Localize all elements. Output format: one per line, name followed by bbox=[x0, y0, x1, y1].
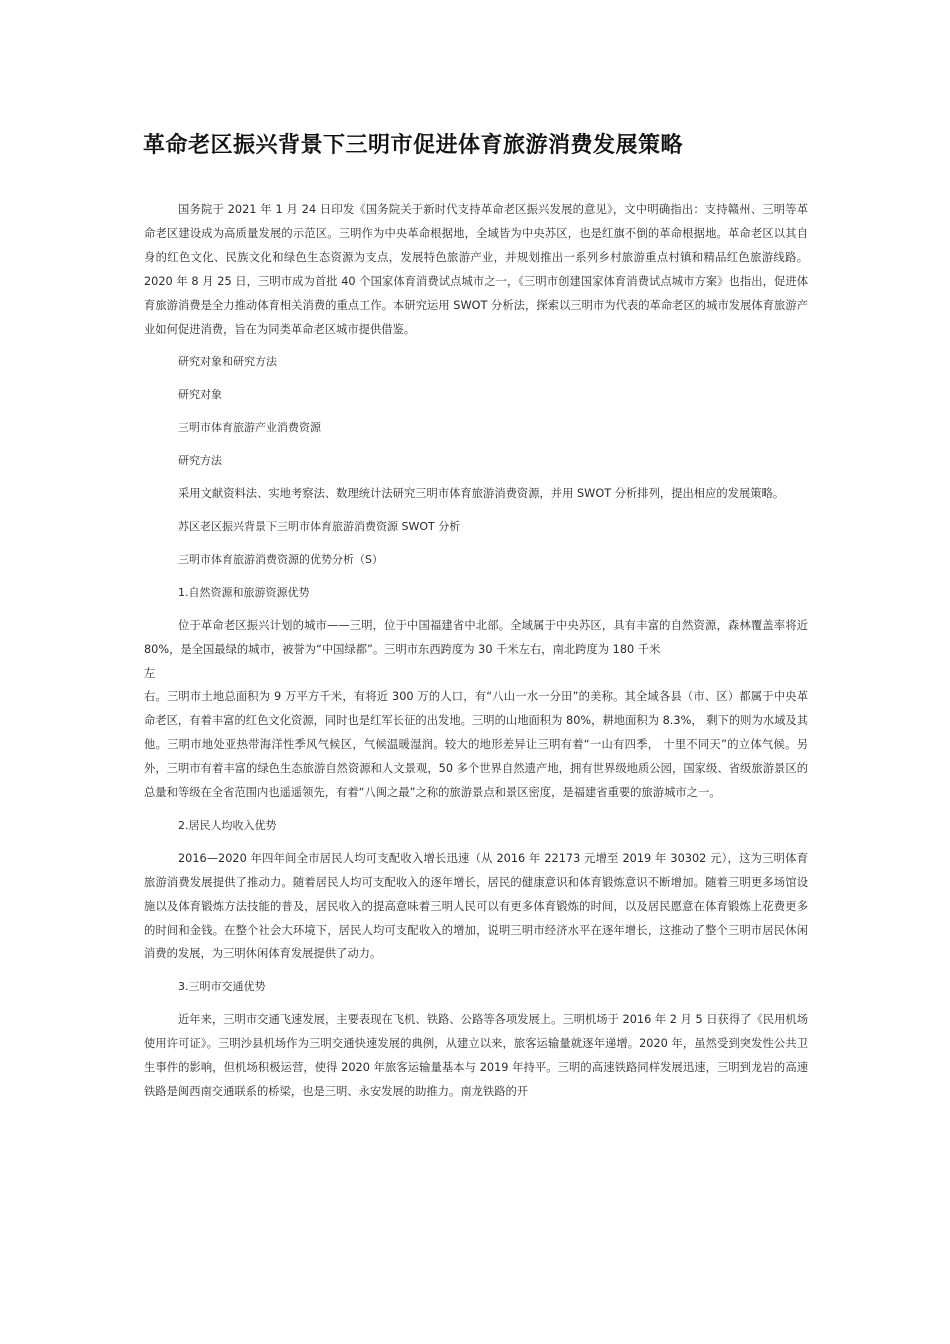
s1-paragraph-b: 左 bbox=[144, 666, 156, 680]
heading-research: 研究对象和研究方法 bbox=[178, 355, 277, 369]
heading-s3: 3.三明市交通优势 bbox=[178, 980, 266, 994]
intro-paragraph: 国务院于 2021 年 1 月 24 日印发《国务院关于新时代支持革命老区振兴发展的意见》，文中明确指出：支持赣州、三明等革命老区建设成为高质量发展的示范区。三明作为中央革命根据地，全域皆为中央苏区，也是红旗不倒的革命根据地。革命老区以其自身的红色文化、民族文化和绿色生态资源为支点，发展特色旅游产业，并规划推出一系列乡村旅游重点村镇和精品红色旅游线路。2020 年 8 月 25 日，三明市成为首批 40 个国家体育消费试点城市之一，《三明市创建国家体育消费试点城市方案》也指出，促进体育旅游消费是全力推动体育相关消费的重点工作。本研究运用 SWOT 分析法，探索以三明市为代表的革命老区的城市发展体育旅游产业如何促进消费，旨在为同类革命老区城市提供借鉴。 bbox=[144, 203, 808, 336]
heading-method: 研究方法 bbox=[178, 454, 222, 468]
heading-swot: 苏区老区振兴背景下三明市体育旅游消费资源 SWOT 分析 bbox=[178, 519, 461, 533]
s1-paragraph-c: 右。三明市土地总面积为 9 万平方千米，有将近 300 万的人口，有“八山一水一分田”的美称。其全域各县（市、区）都属于中央革命老区，有着丰富的红色文化资源，同时也是红军长征的出发地。三明的山地面积为 80%，耕地面积为 8.3%， 剩下的则为水域及其他。三明市地处亚热带海洋性季风气候区，气候温暖湿润。较大的地形差异让三明有着“一山有四季， 十里不同天”的立体气候。另外，三明市有着丰富的绿色生态旅游自然资源和人文景观，50 多个世界自然遗产地，拥有世界级地质公园，国家级、省级旅游景区的总量和等级在全省范围内也遥遥领先，有着“八闽之最”之称的旅游景点和景区密度，是福建省重要的旅游城市之一。 bbox=[144, 690, 808, 800]
heading-s2: 2.居民人均收入优势 bbox=[178, 818, 277, 832]
s3-paragraph: 近年来，三明市交通飞速发展，主要表现在飞机、铁路、公路等各项发展上。三明机场于 2016 年 2 月 5 日获得了《民用机场使用许可证》。三明沙县机场作为三明交通快速发展的典例，从建立以来，旅客运输量就逐年递增。2020 年，虽然受到突发性公共卫生事件的影响，但机场积极运营，使得 2020 年旅客运输量基本与 2019 年持平。三明的高速铁路同样发展迅速，三明到龙岩的高速铁路是闽西南交通联系的桥梁，也是三明、永安发展的助推力。南龙铁路的开 bbox=[144, 1013, 808, 1098]
document-title: 革命老区振兴背景下三明市促进体育旅游消费发展策略 bbox=[143, 133, 684, 158]
document-body bbox=[144, 198, 808, 1104]
method-paragraph: 采用文献资料法、实地考察法、数理统计法研究三明市体育旅游消费资源，并用 SWOT 分析排列，提出相应的发展策略。 bbox=[178, 487, 785, 501]
s2-paragraph: 2016—2020 年四年间全市居民人均可支配收入增长迅速（从 2016 年 22173 元增至 2019 年 30302 元），这为三明体育旅游消费发展提供了推动力。随着居民人均可支配收入的逐年增长，居民的健康意识和体育锻炼意识不断增加。随着三明更多场馆设施以及体育锻炼方法技能的普及，居民收入的提高意味着三明人民可以有更多体育锻炼的时间，以及居民愿意在体育锻炼上花费更多的时间和金钱。在整个社会大环境下，居民人均可支配收入的增加，说明三明市经济水平在逐年增长，这推动了整个三明市居民休闲消费的发展，为三明休闲体育发展提供了动力。 bbox=[144, 851, 808, 961]
object-paragraph: 三明市体育旅游产业消费资源 bbox=[178, 421, 321, 435]
heading-s1: 1.自然资源和旅游资源优势 bbox=[178, 585, 310, 599]
heading-object: 研究对象 bbox=[178, 388, 222, 402]
heading-strength: 三明市体育旅游消费资源的优势分析（S） bbox=[178, 552, 383, 566]
s1-paragraph-a: 位于革命老区振兴计划的城市——三明，位于中国福建省中北部。全域属于中央苏区，具有丰富的自然资源，森林覆盖率将近 80%，是全国最绿的城市，被誉为“中国绿都”。三明市东西跨度为 30 千米左右，南北跨度为 180 千米 bbox=[144, 618, 808, 656]
